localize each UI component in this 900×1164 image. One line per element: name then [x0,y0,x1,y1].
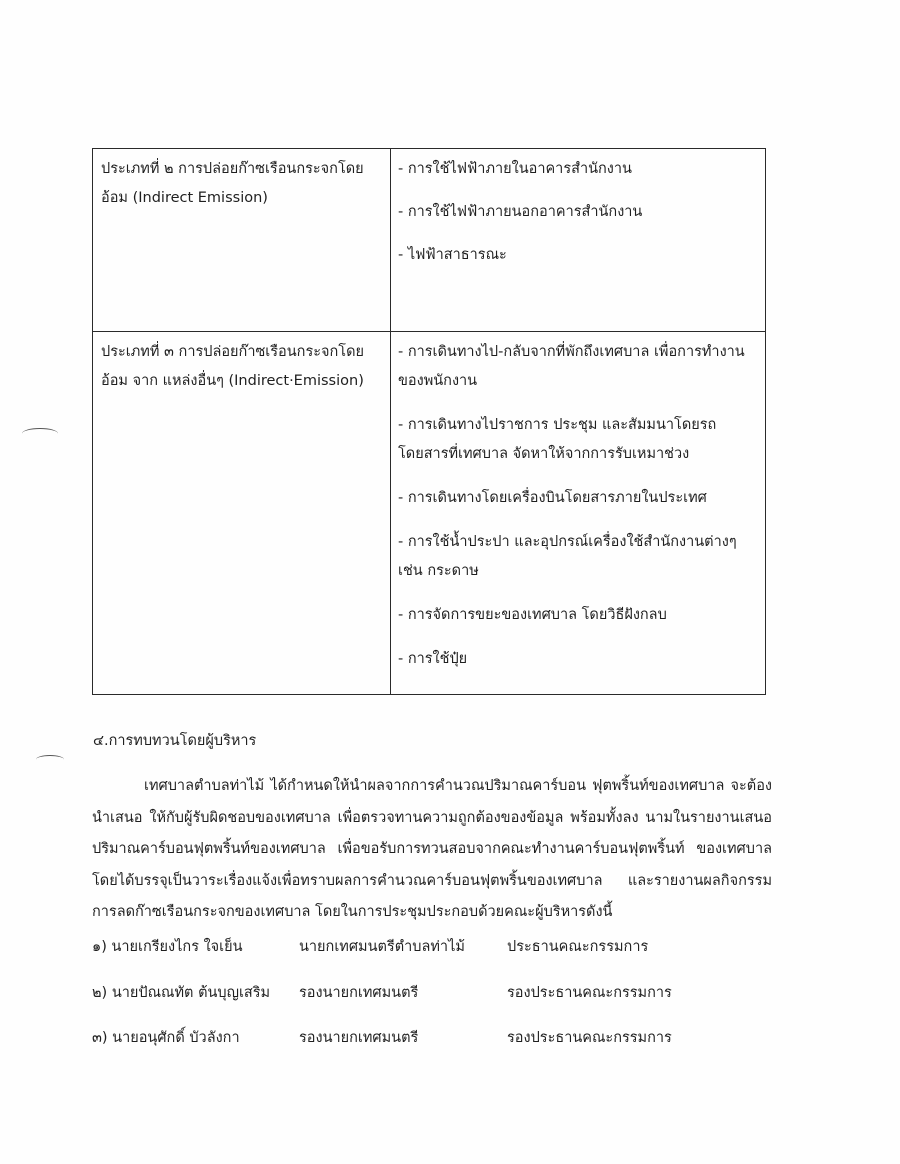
member-row [92,980,772,1006]
list-item: - การใช้ไฟฟ้าภายนอกอาคารสำนักงาน [398,204,643,220]
list-item: - การใช้ปุ๋ย [398,651,468,667]
member-role: รองประธานคณะกรรมการ [507,1030,672,1046]
list-item: - การจัดการขยะของเทศบาล โดยวิธีฝังกลบ [398,607,667,623]
member-name: ๒) นายปัณณทัต ต้นบุญเสริม [92,985,271,1001]
member-row [92,934,772,960]
table-row [93,332,766,695]
scan-mark [22,428,58,439]
category-cell: ประเภทที่ ๒ การปล่อยก๊าซเรือนกระจกโดยอ้อม (Indirect Emission) [93,149,391,332]
items-cell [391,149,766,332]
section-heading: ๔.การทบทวนโดยผู้บริหาร [93,733,257,749]
member-name: ๓) นายอนุศักดิ์ บัวลังกา [92,1030,240,1046]
scan-mark [36,755,64,764]
list-item: - การเดินทางไปราชการ ประชุม และสัมมนาโดยรถโดยสารที่เทศบาล จัดหาให้จากการรับเหมาช่วง [398,417,717,462]
member-name: ๑) นายเกรียงไกร ใจเย็น [92,939,243,955]
member-position: รองนายกเทศมนตรี [299,1030,419,1046]
member-role: ประธานคณะกรรมการ [507,939,649,955]
member-position: รองนายกเทศมนตรี [299,985,419,1001]
section-paragraph: เทศบาลตำบลท่าไม้ ได้กำหนดให้นำผลจากการคำนวณปริมาณคาร์บอน ฟุตพริ้นท์ของเทศบาล จะต้องนำเสนอ ให้กับผู้รับผิดชอบของเทศบาล เพื่อตรวจทานความถูกต้องของข้อมูล พร้อมทั้งลง นามในรายงานเสนอปริมาณคาร์บอนฟุตพริ้นท์ของเทศบาล เพื่อขอรับการทวนสอบจากคณะทำงานคาร์บอนฟุตพริ้นท์ ของเทศบาล โดยได้บรรจุเป็นวาระเรื่องแจ้งเพื่อทราบผลการคำนวณคาร์บอนฟุตพริ้นของเทศบาล และรายงานผลกิจกรรมการลดก๊าซเรือนกระจกของเทศบาล โดยในการประชุมประกอบด้วยคณะผู้บริหารดังนี้ [92,778,772,921]
items-cell [391,332,766,695]
list-item: - การเดินทางโดยเครื่องบินโดยสารภายในประเทศ [398,490,707,506]
member-position: นายกเทศมนตรีตำบลท่าไม้ [299,939,465,955]
category-cell: ประเภทที่ ๓ การปล่อยก๊าซเรือนกระจกโดยอ้อม จาก แหล่งอื่นๆ (Indirect·Emission) [93,332,391,695]
list-item: - ไฟฟ้าสาธารณะ [398,247,507,263]
list-item: - การเดินทางไป-กลับจากที่พักถึงเทศบาล เพื่อการทำงานของพนักงาน [398,344,745,389]
member-row [92,1025,772,1051]
table-row [93,149,766,332]
list-item: - การใช้ไฟฟ้าภายในอาคารสำนักงาน [398,161,632,177]
emission-table [92,148,766,695]
member-role: รองประธานคณะกรรมการ [507,985,672,1001]
list-item: - การใช้น้ำประปา และอุปกรณ์เครื่องใช้สำนักงานต่างๆ เช่น กระดาษ [398,534,737,579]
